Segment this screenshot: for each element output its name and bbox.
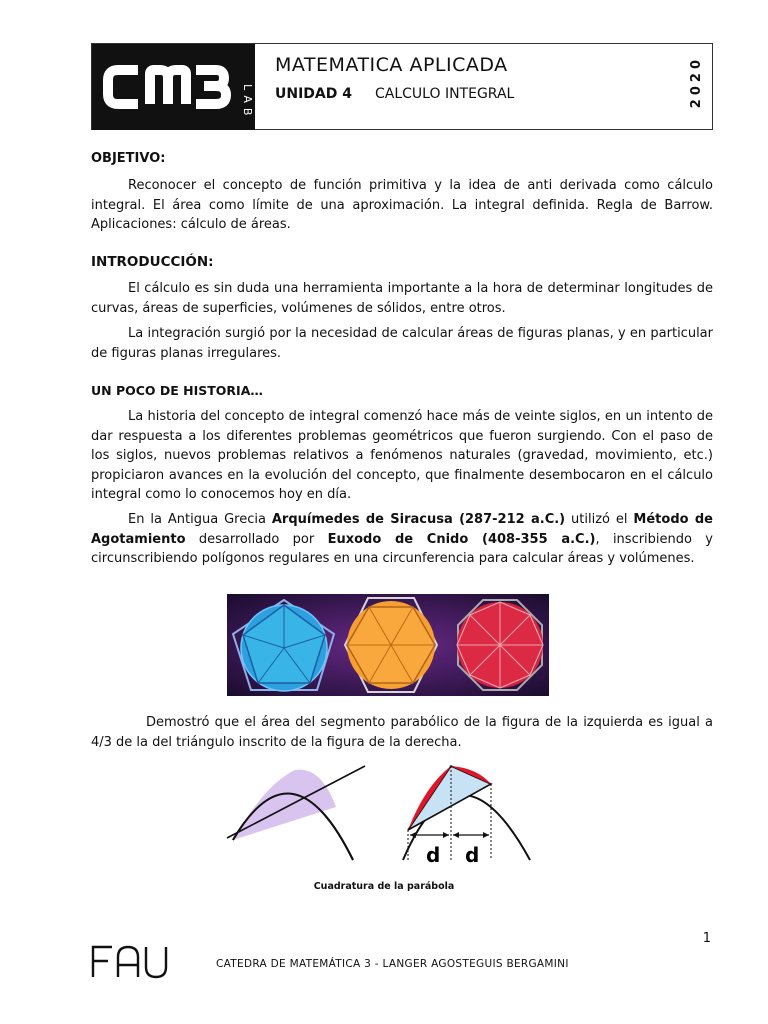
figure-caption: Cuadratura de la parábola — [313, 881, 455, 892]
footer-text: CATEDRA DE MATEMÁTICA 3 - LANGER AGOSTEGUIS BERGAMINI — [216, 958, 569, 970]
document-header — [91, 43, 713, 130]
fau-text: FAU — [90, 943, 92, 944]
historia-paragraph-2: En la Antigua Grecia Arquímedes de Siracusa (287-212 a.C.) utilizó el Método de Agotamiento desarrollado por Euxodo de Cnido (408-355 a.C.), inscribiendo y circunscribiendo polígonos regulares en una circunferencia para calcular áreas y volúmenes. — [91, 512, 713, 566]
unit-topic: CALCULO INTEGRAL — [375, 86, 515, 102]
distance-label-2: d — [465, 843, 480, 867]
unit-label: UNIDAD 4 — [275, 86, 352, 102]
logo-lab-text: LAB — [241, 84, 254, 121]
cmb-lab-logo — [92, 44, 255, 130]
objetivo-heading: OBJETIVO: — [91, 151, 166, 166]
introduccion-paragraph-1: El cálculo es sin duda una herramienta importante a la hora de determinar longitudes de curvas, áreas de superficies, volúmenes de sólidos, entre otros. — [91, 281, 713, 316]
octagon-figure — [457, 600, 543, 690]
historia-paragraph-3: Demostró que el área del segmento parabólico de la figura de la izquierda es igual a 4/3 de la del triángulo inscrito de la figura de la derecha. — [91, 715, 713, 750]
historia-paragraph-1: La historia del concepto de integral comenzó hace más de veinte siglos, en un intento de dar respuesta a los diferentes problemas geométricos que fueron surgiendo. Con el paso de los siglos, nuevos problemas relativos a fenómenos naturales (gravedad, movimiento, etc.) propiciaron avances en la evolución del concepto, que finalmente desembocaron en el cálculo integral como lo conocemos hoy en día. — [91, 409, 713, 502]
fau-logo — [90, 943, 170, 983]
distance-label-1: d — [426, 843, 441, 867]
polygon-approximation-image — [227, 594, 549, 696]
objetivo-text: Reconocer el concepto de función primitiva y la idea de anti derivada como cálculo integral. El área como límite de una aproximación. La integral definida. Regla de Barrow. Aplicaciones: cálculo de áreas. — [91, 178, 713, 232]
year-label: 2020 — [689, 56, 704, 109]
introduccion-heading: INTRODUCCIÓN: — [91, 254, 214, 270]
parabolic-segment — [233, 770, 336, 840]
page-number: 1 — [702, 931, 711, 946]
introduccion-paragraph-2: La integración surgió por la necesidad de calcular áreas de figuras planas, y en particular de figuras planas irregulares. — [91, 326, 713, 361]
historia-heading: UN POCO DE HISTORIA… — [91, 383, 263, 398]
course-title: MATEMATICA APLICADA — [275, 54, 508, 76]
parabola-quadrature-figure — [225, 760, 535, 870]
